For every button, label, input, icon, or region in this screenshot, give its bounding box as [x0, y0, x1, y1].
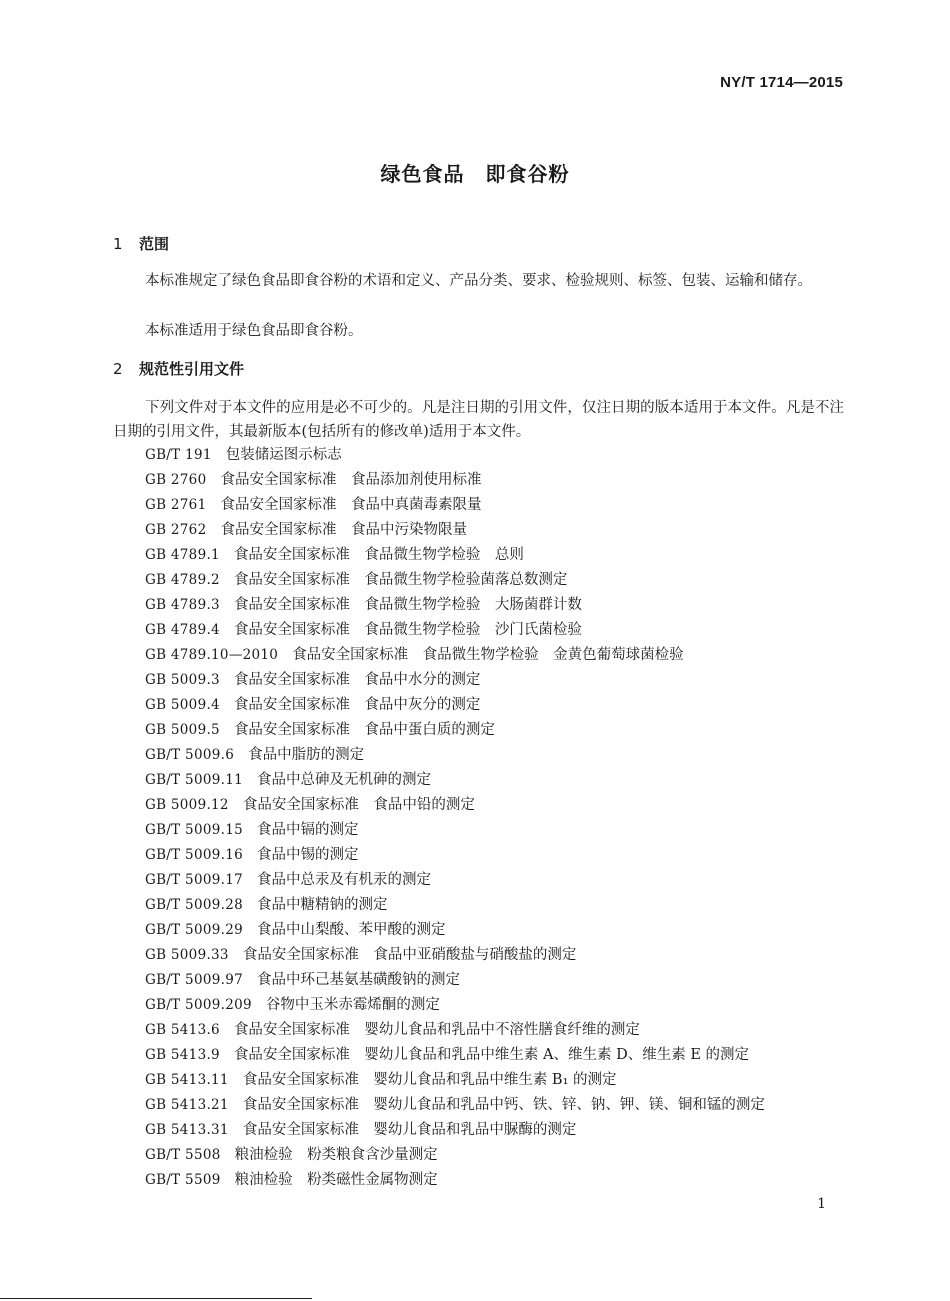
reference-list: [145, 443, 765, 1193]
reference-item: [145, 1093, 765, 1118]
reference-title: 粮油检验 粉类磁性金属物测定: [234, 1172, 438, 1188]
reference-item: [145, 918, 765, 943]
reference-item: [145, 868, 765, 893]
reference-title: 食品中锡的测定: [256, 847, 359, 863]
reference-code: GB/T 5009.17: [145, 872, 243, 888]
reference-code: GB/T 5509: [145, 1172, 221, 1188]
reference-item: [145, 1118, 765, 1143]
reference-title: 食品安全国家标准 食品微生物学检验 沙门氏菌检验: [233, 622, 582, 638]
scope-paragraph-2: 本标准适用于绿色食品即食谷粉。: [145, 323, 363, 339]
reference-title: 食品安全国家标准 食品中水分的测定: [233, 672, 481, 688]
reference-item: [145, 693, 765, 718]
reference-code: GB 5009.3: [145, 672, 220, 688]
reference-item: [145, 793, 765, 818]
page-number: 1: [817, 1196, 826, 1212]
reference-item: [145, 668, 765, 693]
reference-title: 食品安全国家标准 食品添加剂使用标准: [220, 472, 482, 488]
reference-title: 食品安全国家标准 食品中亚硝酸盐与硝酸盐的测定: [242, 947, 577, 963]
section-heading-normative-references: [113, 358, 244, 379]
scope-paragraph-1: 本标准规定了绿色食品即食谷粉的术语和定义、产品分类、要求、检验规则、标签、包装、运输和储存。: [145, 273, 812, 289]
reference-title: 食品安全国家标准 食品中蛋白质的测定: [233, 722, 495, 738]
reference-title: 食品中镉的测定: [256, 822, 359, 838]
reference-title: 食品安全国家标准 食品微生物学检验 总则: [233, 547, 524, 563]
reference-code: GB 5009.4: [145, 697, 220, 713]
reference-title: 食品安全国家标准 食品中污染物限量: [220, 522, 467, 538]
reference-title: 食品安全国家标准 婴幼儿食品和乳品中不溶性膳食纤维的测定: [233, 1022, 640, 1038]
section-number: 2: [113, 360, 123, 378]
reference-item: [145, 568, 765, 593]
reference-item: [145, 518, 765, 543]
reference-title: 食品安全国家标准 食品微生物学检验菌落总数测定: [233, 572, 568, 588]
reference-title: 食品安全国家标准 食品中灰分的测定: [233, 697, 481, 713]
section-title: 规范性引用文件: [139, 360, 245, 378]
reference-title: 食品中糖精钠的测定: [256, 897, 388, 913]
reference-item: [145, 1168, 765, 1193]
reference-item: [145, 618, 765, 643]
reference-code: GB 5413.6: [145, 1022, 220, 1038]
reference-code: GB 2762: [145, 522, 207, 538]
reference-title: 食品中脂肪的测定: [248, 747, 365, 763]
reference-code: GB 4789.1: [145, 547, 220, 563]
reference-title: 食品中山梨酸、苯甲酸的测定: [256, 922, 446, 938]
reference-item: [145, 643, 765, 668]
reference-code: GB/T 5009.16: [145, 847, 243, 863]
reference-code: GB 5413.21: [145, 1097, 229, 1113]
reference-code: GB/T 5508: [145, 1147, 221, 1163]
reference-code: GB/T 5009.29: [145, 922, 243, 938]
reference-item: [145, 493, 765, 518]
reference-code: GB/T 5009.97: [145, 972, 243, 988]
reference-title: 食品安全国家标准 婴幼儿食品和乳品中维生素 A、维生素 D、维生素 E 的测定: [233, 1047, 750, 1063]
reference-item: [145, 443, 765, 468]
reference-item: [145, 993, 765, 1018]
reference-title: 食品中总砷及无机砷的测定: [256, 772, 431, 788]
reference-title: 食品安全国家标准 婴幼儿食品和乳品中维生素 B₁ 的测定: [242, 1072, 617, 1088]
reference-item: [145, 468, 765, 493]
reference-item: [145, 1143, 765, 1168]
reference-code: GB 5413.11: [145, 1072, 229, 1088]
reference-code: GB/T 191: [145, 447, 212, 463]
reference-title: 食品安全国家标准 食品微生物学检验 金黄色葡萄球菌检验: [292, 647, 684, 663]
reference-title: 食品安全国家标准 食品微生物学检验 大肠菌群计数: [233, 597, 582, 613]
document-title: 绿色食品 即食谷粉: [380, 162, 570, 186]
reference-code: GB 5009.5: [145, 722, 220, 738]
reference-title: 谷物中玉米赤霉烯酮的测定: [265, 997, 440, 1013]
reference-code: GB 5009.33: [145, 947, 229, 963]
reference-item: [145, 718, 765, 743]
reference-code: GB 5413.9: [145, 1047, 220, 1063]
reference-code: GB/T 5009.6: [145, 747, 235, 763]
reference-item: [145, 843, 765, 868]
reference-title: 食品安全国家标准 婴幼儿食品和乳品中钙、铁、锌、钠、钾、镁、铜和锰的测定: [242, 1097, 765, 1113]
standard-code: NY/T 1714—2015: [720, 74, 843, 91]
reference-code: GB 5413.31: [145, 1122, 229, 1138]
reference-item: [145, 893, 765, 918]
reference-title: 食品中总汞及有机汞的测定: [256, 872, 431, 888]
reference-item: [145, 1018, 765, 1043]
reference-item: [145, 743, 765, 768]
reference-item: [145, 768, 765, 793]
reference-title: 食品安全国家标准 食品中真菌毒素限量: [220, 497, 482, 513]
reference-code: GB 2760: [145, 472, 207, 488]
reference-item: [145, 943, 765, 968]
reference-title: 包装储运图示标志: [225, 447, 342, 463]
reference-title: 食品安全国家标准 婴幼儿食品和乳品中脲酶的测定: [242, 1122, 577, 1138]
reference-title: 粮油检验 粉类粮食含沙量测定: [234, 1147, 438, 1163]
reference-code: GB 4789.3: [145, 597, 220, 613]
footer-divider: [0, 1298, 312, 1299]
reference-item: [145, 1043, 765, 1068]
reference-title: 食品安全国家标准 食品中铅的测定: [242, 797, 475, 813]
references-intro-paragraph: 下列文件对于本文件的应用是必不可少的。凡是注日期的引用文件，仅注日期的版本适用于本文件。凡是不注日期的引用文件，其最新版本(包括所有的修改单)适用于本文件。: [113, 400, 844, 440]
reference-code: GB 4789.2: [145, 572, 220, 588]
reference-code: GB 2761: [145, 497, 207, 513]
reference-title: 食品中环己基氨基磺酸钠的测定: [256, 972, 460, 988]
reference-item: [145, 593, 765, 618]
reference-code: GB/T 5009.28: [145, 897, 243, 913]
reference-item: [145, 818, 765, 843]
section-title: 范围: [139, 235, 170, 253]
reference-item: [145, 1068, 765, 1093]
reference-code: GB/T 5009.11: [145, 772, 243, 788]
reference-code: GB 4789.4: [145, 622, 220, 638]
reference-code: GB/T 5009.15: [145, 822, 243, 838]
reference-code: GB 5009.12: [145, 797, 229, 813]
reference-item: [145, 543, 765, 568]
reference-item: [145, 968, 765, 993]
section-heading-scope: [113, 233, 169, 254]
section-number: 1: [113, 235, 123, 253]
reference-code: GB 4789.10—2010: [145, 647, 279, 663]
reference-code: GB/T 5009.209: [145, 997, 252, 1013]
